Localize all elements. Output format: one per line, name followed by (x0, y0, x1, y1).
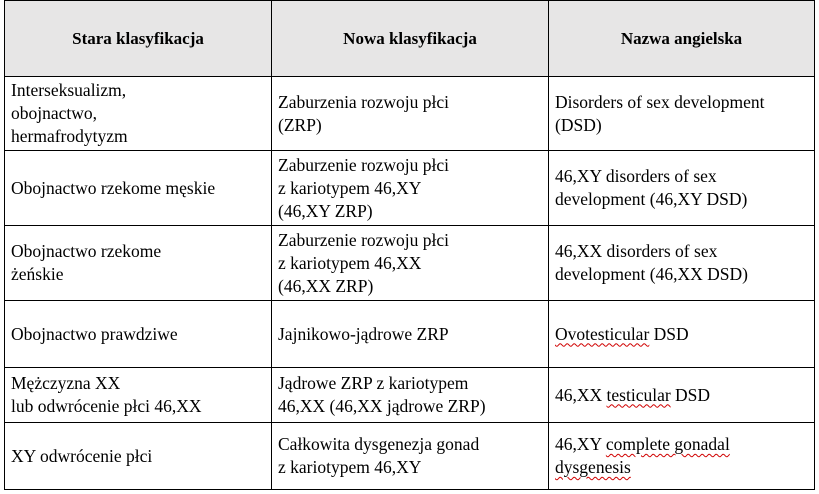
cell-line: Interseksualizm, (11, 80, 127, 100)
cell-line (555, 323, 808, 346)
cell-line (555, 433, 808, 456)
old-cell (5, 423, 272, 490)
cell-line: Zaburzenie rozwoju płci (278, 229, 450, 250)
cell-line: z kariotypem 46,XY (278, 177, 422, 198)
cell-line: Obojnactwo rzekome (11, 241, 162, 261)
cell-line: Zaburzenia rozwoju płci (278, 91, 450, 112)
cell-line: Obojnactwo prawdziwe (11, 323, 178, 344)
cell-line: 46,XX (46,XX jądrowe ZRP) (278, 396, 486, 416)
cell-line: hermafrodytyzm (11, 126, 128, 146)
new-cell (272, 151, 549, 226)
english-cell (549, 301, 815, 368)
classification-table (4, 0, 815, 490)
spellcheck-word: Ovotesticular (555, 323, 650, 344)
cell-line: Obojnactwo rzekome męskie (11, 177, 216, 198)
cell-line: żeńskie (11, 264, 64, 284)
cell-line: (ZRP) (278, 114, 322, 135)
old-cell (5, 226, 272, 301)
old-cell (5, 151, 272, 226)
cell-line: z kariotypem 46,XY (278, 457, 422, 477)
header-old-classification: Stara klasyfikacja (5, 1, 272, 77)
spellcheck-word: dysgenesis (555, 457, 631, 477)
cell-line: XY odwrócenie płci (11, 445, 153, 466)
table-row (5, 301, 815, 368)
new-cell (272, 423, 549, 490)
new-cell (272, 77, 549, 151)
cell-line: 46,XX disorders of sex (555, 241, 718, 261)
english-cell (549, 423, 815, 490)
cell-line: Całkowita dysgenezja gonad (278, 434, 480, 454)
cell-line: Jądrowe ZRP z kariotypem (278, 373, 469, 393)
cell-line: Jajnikowo-jądrowe ZRP (278, 323, 449, 344)
cell-text: DSD (670, 384, 711, 405)
new-cell (272, 301, 549, 368)
old-cell (5, 77, 272, 151)
header-row (5, 1, 815, 77)
english-cell (549, 368, 815, 423)
header-new-classification: Nowa klasyfikacja (272, 1, 549, 77)
cell-line (555, 384, 808, 407)
cell-line (555, 456, 808, 479)
cell-line: z kariotypem 46,XX (278, 252, 422, 273)
cell-line: (46,XX ZRP) (278, 275, 374, 296)
classification-table-container (4, 0, 814, 490)
english-cell (549, 226, 815, 301)
table-row (5, 226, 815, 301)
cell-text: DSD (649, 323, 689, 344)
cell-line: 46,XY disorders of sex (555, 166, 717, 186)
old-cell (5, 301, 272, 368)
cell-text: 46,XX (555, 384, 607, 405)
cell-line: (DSD) (555, 114, 602, 135)
english-cell (549, 77, 815, 151)
cell-line: Mężczyzna XX (11, 373, 121, 393)
cell-line: development (46,XX DSD) (555, 264, 748, 284)
cell-line: obojnactwo, (11, 103, 98, 123)
cell-line: Zaburzenie rozwoju płci (278, 154, 450, 175)
spellcheck-word: testicular (606, 384, 671, 405)
cell-line: lub odwrócenie płci 46,XX (11, 396, 202, 416)
old-cell (5, 368, 272, 423)
new-cell (272, 226, 549, 301)
header-english-name: Nazwa angielska (549, 1, 815, 77)
english-cell (549, 151, 815, 226)
table-row (5, 423, 815, 490)
cell-line: Disorders of sex development (555, 91, 765, 112)
table-row (5, 151, 815, 226)
table-row (5, 77, 815, 151)
cell-text: 46,XY (555, 434, 606, 454)
table-row (5, 368, 815, 423)
spellcheck-word: complete gonadal (605, 434, 730, 454)
cell-line: development (46,XY DSD) (555, 189, 748, 209)
new-cell (272, 368, 549, 423)
cell-line: (46,XY ZRP) (278, 200, 373, 221)
